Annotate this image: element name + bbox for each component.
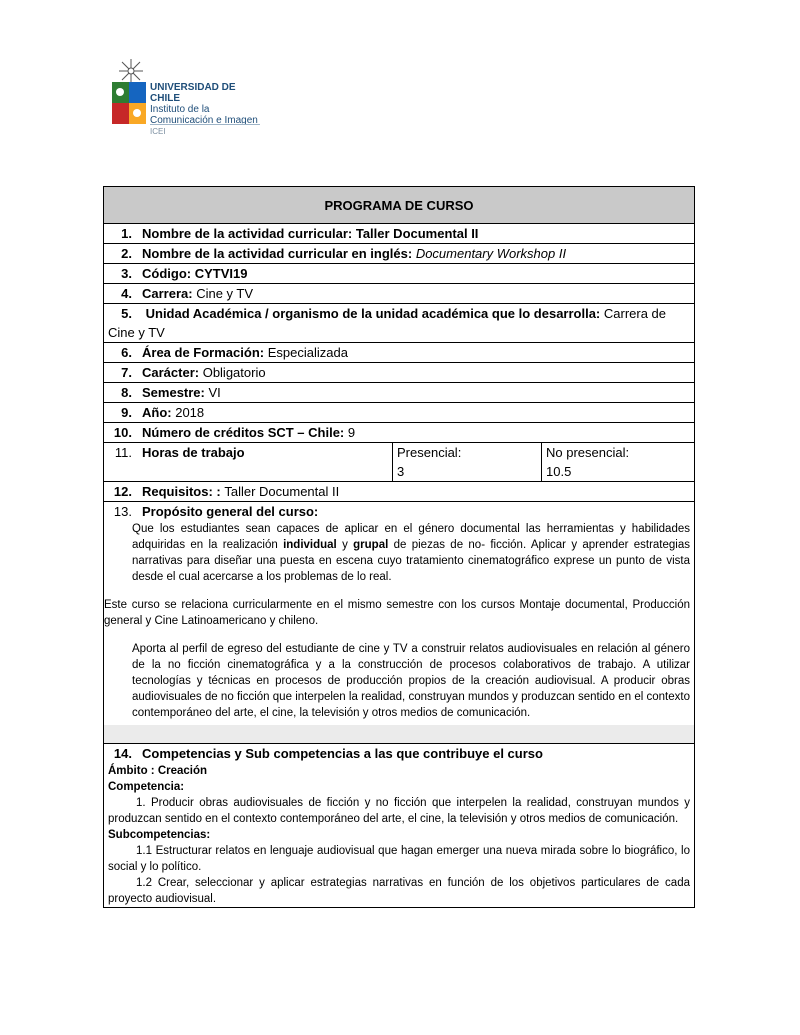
row-number: 12.: [113, 484, 132, 499]
row-2: [104, 244, 695, 264]
row-number: 6.: [121, 345, 132, 360]
row-value: Especializada: [267, 345, 348, 360]
logo-divider: [150, 124, 260, 125]
subcompetencia-2: 1.2 Crear, seleccionar y aplicar estrategias narrativas en función de los objetivos particulares de cada proyecto audiovisual.: [108, 877, 690, 905]
row-number: 13.: [113, 504, 132, 519]
gray-band: [104, 725, 694, 743]
row-value: Obligatorio: [202, 365, 266, 380]
proposito-paragraph-3: Aporta al perfil de egreso del estudiante de cine y TV a construir relatos audiovisuales en relación al género de la no ficción cinematográfica y a la construcción de procesos colaborativos de trabajo. A utilizar tecnologías y técnicas en procesos de producción propios de la creación audiovisual. A producir obras audiovisuales de no ficción que interpelen la realidad, construyan mundos y produzcan sentido en el contexto contemporáneo del arte, el cine, la televisión y otros medios de comunicación.: [132, 643, 690, 719]
row-6: [104, 343, 695, 363]
row-5: [104, 304, 695, 343]
row-13: [104, 502, 695, 744]
row-9: [104, 403, 695, 423]
row-value: 2018: [175, 405, 205, 420]
row-number: 8.: [121, 385, 132, 400]
row-label: Horas de trabajo: [142, 445, 245, 460]
shield-icon: [112, 82, 146, 124]
logo-line2: Instituto de la: [150, 104, 210, 115]
row-label: Nombre de la actividad curricular: Taller Documental II: [142, 226, 479, 241]
row-label: Carrera:: [142, 286, 197, 301]
logo-line3: Comunicación e Imagen: [150, 115, 258, 126]
logo-line1: UNIVERSIDAD DE CHILE: [150, 82, 236, 104]
proposito-paragraph-1: Que los estudiantes sean capaces de aplicar en el género documental las herramientas y habilidades adquiridas en la realización individual y grupal de piezas de no- ficción. Aplicar y aprender estrategias narrativas para diseñar una puesta en escena cuyo tratamiento cinematográfico exprese un punto de vista desde el cual acercarse a los problemas de lo real.: [132, 523, 690, 583]
row-label: Nombre de la actividad curricular en inglés:: [142, 246, 416, 261]
row-label: Código: CYTVI19: [142, 266, 248, 281]
row-number: 11.: [114, 445, 132, 460]
row-10: [104, 423, 695, 443]
row-number: 1.: [121, 226, 132, 241]
row-label: Carácter:: [142, 365, 203, 380]
row-label: Competencias y Sub competencias a las que contribuye el curso: [142, 746, 543, 761]
row-8: [104, 383, 695, 403]
row-label: Área de Formación:: [142, 345, 268, 360]
row-value: Taller Documental II: [224, 484, 340, 499]
row-1: [104, 224, 695, 244]
row-number: 9.: [121, 405, 132, 420]
row-value: Carrera de Cine y TV: [108, 306, 667, 340]
row-number: 3.: [121, 266, 132, 281]
row-label: Semestre:: [142, 385, 209, 400]
row-7: [104, 363, 695, 383]
university-logo: [112, 58, 262, 136]
proposito-paragraph-2: Este curso se relaciona curricularmente en el mismo semestre con los cursos Montaje documental, Producción general y Cine Latinoamericano y chileno.: [104, 599, 690, 627]
presencial-value: 3: [397, 464, 405, 479]
logo-text: [150, 82, 262, 137]
row-number: 10.: [113, 425, 132, 440]
star-icon: [118, 58, 144, 84]
row-number: 14.: [113, 746, 132, 761]
row-4: [104, 284, 695, 304]
row-label: Unidad Académica / organismo de la unidad académica que lo desarrolla:: [142, 306, 604, 321]
no-presencial-value: 10.5: [546, 464, 572, 479]
row-11: [104, 443, 695, 482]
no-presencial-label: No presencial:: [546, 445, 630, 460]
row-label: Requisitos: :: [142, 484, 225, 499]
ambito: Ámbito : Creación: [108, 765, 208, 777]
row-14: [104, 744, 695, 908]
row-number: 7.: [121, 365, 132, 380]
competencia-label: Competencia:: [108, 781, 185, 793]
program-table: [103, 186, 695, 908]
row-value: VI: [208, 385, 221, 400]
row-value: Documentary Workshop II: [415, 246, 567, 261]
row-12: [104, 482, 695, 502]
row-number: 5.: [121, 306, 132, 321]
row-number: 4.: [121, 286, 132, 301]
row-3: [104, 264, 695, 284]
logo-line4: ICEI: [150, 127, 166, 136]
presencial-label: Presencial:: [397, 445, 462, 460]
page-title: PROGRAMA DE CURSO: [104, 187, 695, 224]
row-label: Número de créditos SCT – Chile:: [142, 425, 348, 440]
row-number: 2.: [121, 246, 132, 261]
subcompetencias-label: Subcompetencias:: [108, 829, 211, 841]
row-label: Propósito general del curso:: [142, 504, 319, 519]
row-value: 9: [347, 425, 356, 440]
row-label: Año:: [142, 405, 176, 420]
competencia-text: 1. Producir obras audiovisuales de ficción y no ficción que interpelen la realidad, construyan mundos y produzcan sentido en el contexto contemporáneo del arte, el cine, la televisión y otros medios de comunicación.: [108, 797, 690, 825]
row-value: Cine y TV: [196, 286, 254, 301]
subcompetencia-1: 1.1 Estructurar relatos en lenguaje audiovisual que hagan emerger una nueva mirada sobre lo biográfico, lo social y lo político.: [108, 845, 690, 873]
